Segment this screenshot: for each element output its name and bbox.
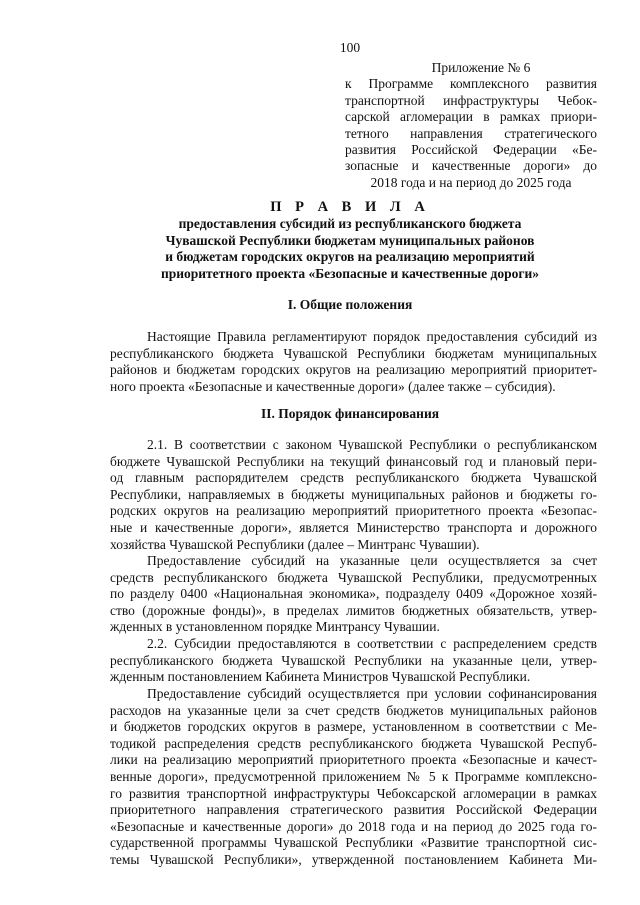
document-subtitle [110, 216, 590, 282]
appendix-line: зопасные и качественные дороги» до [345, 158, 597, 174]
subtitle-line: предоставления субсидий из республиканского бюджета [178, 216, 522, 231]
paragraph-line: Предоставление субсидий на указанные цели осуществляется за счет [147, 553, 597, 568]
paragraph-line: средств республиканского бюджета Чувашской Республики, предусмотренных [110, 569, 597, 585]
paragraph-funding-source [110, 553, 597, 636]
paragraph-line: «Безопасные и качественные дороги» до 2018 года и на период до 2025 года го- [110, 818, 597, 834]
appendix-line: транспортной инфраструктуры Чебок- [345, 92, 597, 108]
paragraph-line: 2.2. Субсидии предоставляются в соответствии с распределением средств [147, 636, 597, 651]
section-heading-financing: II. Порядок финансирования [260, 406, 440, 421]
paragraph-line: расходов на указанные цели за счет средств бюджетов муниципальных районов [110, 702, 597, 718]
paragraph-line: республиканского бюджета Чувашской Республики на указанные цели, утвер- [110, 652, 597, 668]
paragraph-line: по разделу 0400 «Национальная экономика», подразделу 0409 «Дорожное хозяй- [110, 586, 597, 602]
paragraph-line: жденных в установленном порядке Минтрансу Чувашии. [110, 619, 440, 635]
appendix-line: развития Российской Федерации «Бе- [345, 142, 597, 158]
paragraph-line: го развития транспортной инфраструктуры Чебоксарской агломерации в рамках [110, 785, 597, 801]
appendix-line: сарской агломерации в рамках приори- [345, 109, 597, 125]
paragraph-line: республиканского бюджета Чувашской Республики бюджетам муниципальных [110, 345, 597, 361]
appendix-line-last: 2018 года и на период до 2025 года [370, 174, 572, 190]
paragraph-line: сударственной программы Чувашской Республики «Развитие транспортной сис- [110, 835, 597, 851]
appendix-block [345, 60, 597, 191]
paragraph-line: лики на реализацию мероприятий приоритетного проекта «Безопасные и качест- [110, 752, 597, 768]
paragraph-line: 2.1. В соответствии с законом Чувашской Республики о республиканском [147, 437, 597, 452]
subtitle-line: и бюджетам городских округов на реализацию мероприятий [165, 249, 535, 265]
appendix-line: к Программе комплексного развития [345, 76, 597, 92]
paragraph-line: районов и бюджетам городских округов на реализацию мероприятий приоритет- [110, 362, 597, 378]
paragraph-line: приоритетного направления стратегического развития Российской Федерации [110, 802, 597, 818]
paragraph-line: ного проекта «Безопасные и качественные дороги» (далее также – субсидия). [110, 378, 556, 394]
paragraph-2-1 [110, 437, 597, 553]
paragraph-cofinancing [110, 686, 597, 869]
paragraph-line: хозяйства Чувашской Республики (далее – Минтранс Чувашии). [110, 536, 480, 552]
appendix-line: тетного направления стратегического [345, 125, 597, 141]
paragraph-2-2 [110, 636, 597, 686]
paragraph-line: и бюджетов городских округов в размере, установленном в соответствии с Ме- [110, 719, 597, 735]
paragraph-line: од главным распорядителем средств республиканского бюджета Чувашской [110, 470, 597, 486]
paragraph-line: венные дороги», предусмотренной приложением № 5 к Программе комплексно- [110, 768, 597, 784]
paragraph-line: Предоставление субсидий осуществляется при условии софинансирования [147, 686, 597, 701]
document-title: П Р А В И Л А [270, 199, 430, 215]
paragraph-line: ные и качественные дороги», является Министерство транспорта и дорожного [110, 519, 597, 535]
page-number: 100 [339, 40, 361, 55]
paragraph-line: бюджете Чувашской Республики на текущий финансовый год и плановый пери- [110, 453, 597, 469]
paragraph-general [110, 329, 597, 395]
paragraph-line: тодикой распределения средств республиканского бюджета Чувашской Респуб- [110, 735, 597, 751]
paragraph-line: жденным постановлением Кабинета Министров Чувашской Республики. [110, 669, 531, 685]
paragraph-line: темы Чувашской Республики», утвержденной постановлением Кабинета Ми- [110, 851, 597, 867]
paragraph-line: ство (дорожные фонды)», в пределах лимитов бюджетных обязательств, утвер- [110, 602, 597, 618]
section-heading-general: I. Общие положения [287, 297, 413, 312]
paragraph-line: Республики, направляемых в бюджеты муниципальных районов и бюджеты го- [110, 486, 597, 502]
appendix-title: Приложение № 6 [431, 60, 531, 75]
subtitle-line: Чувашской Республики бюджетам муниципальных районов [165, 232, 535, 248]
paragraph-line: Настоящие Правила регламентируют порядок предоставления субсидий из [147, 329, 597, 344]
subtitle-line: приоритетного проекта «Безопасные и качественные дороги» [160, 265, 540, 281]
paragraph-line: родских округов на реализацию мероприятий приоритетного проекта «Безопас- [110, 503, 597, 519]
